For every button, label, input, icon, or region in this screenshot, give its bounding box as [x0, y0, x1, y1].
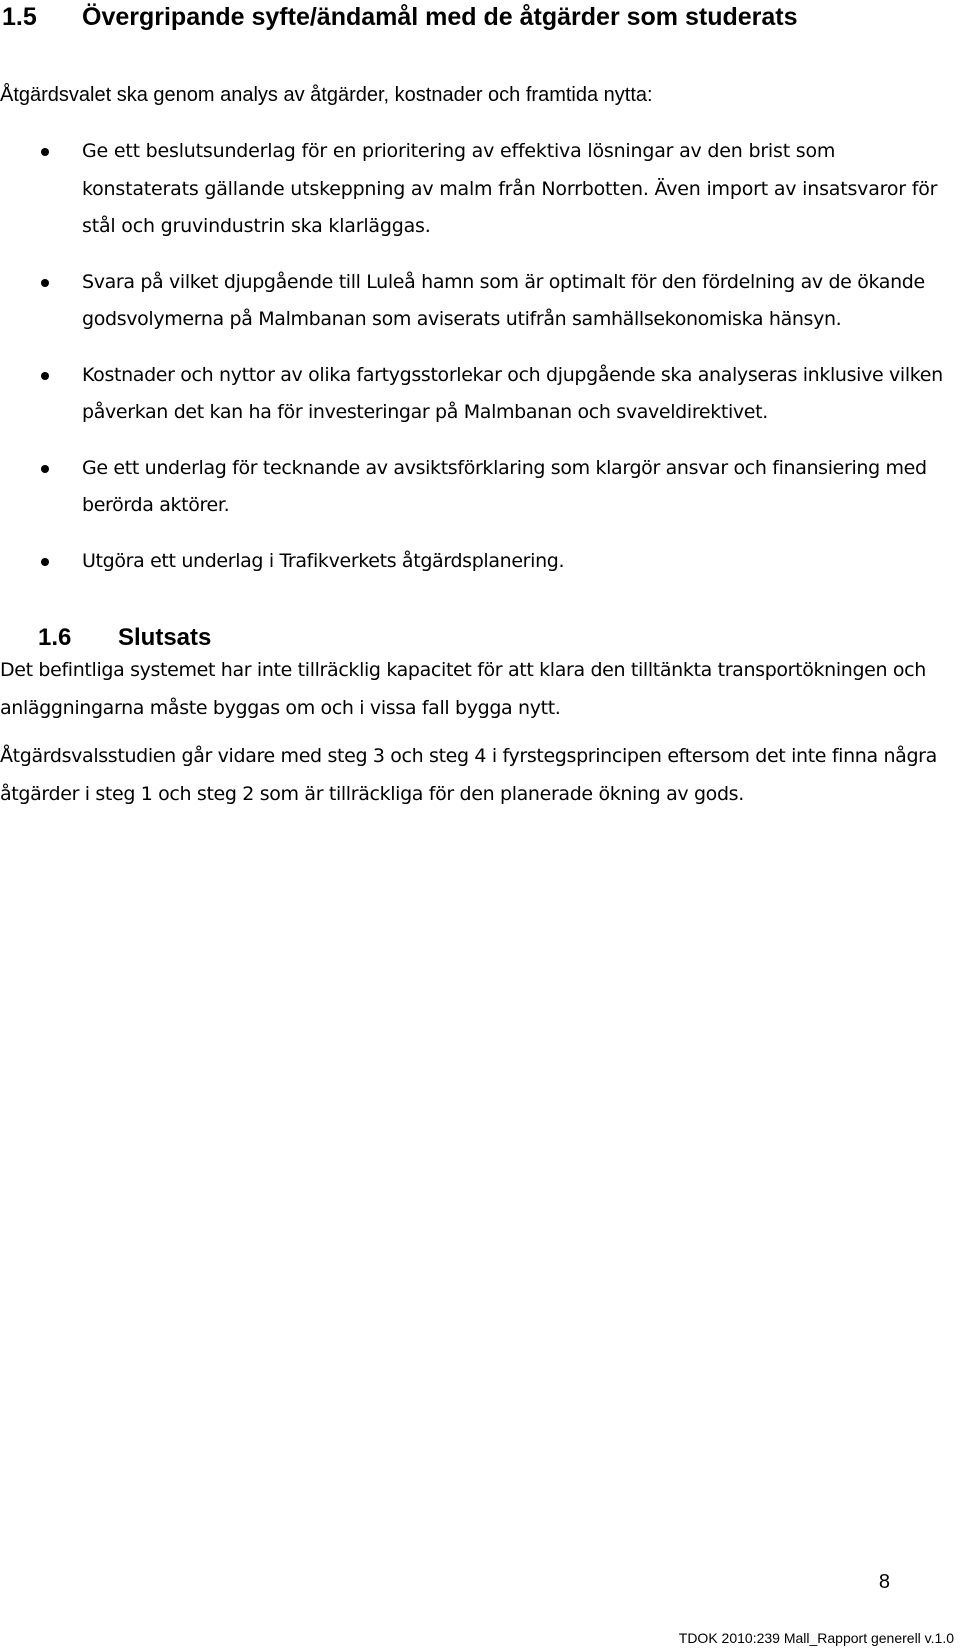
bullet-icon — [41, 465, 49, 473]
list-item — [0, 543, 960, 581]
list-item — [0, 450, 960, 525]
list-item-text: Kostnader och nyttor av olika fartygsstorlekar och djupgående ska analyseras inklusive vilken påverkan det kan ha för investeringar på Malmbanan och svaveldirektivet. — [82, 363, 943, 423]
page-number: 8 — [878, 1571, 890, 1593]
list-item-text: Svara på vilket djupgående till Luleå hamn som är optimalt för den fördelning av de ökande godsvolymerna på Malmbanan som aviserats utifrån samhällsekonomiska hänsyn. — [82, 270, 925, 330]
conclusion-body — [0, 652, 960, 824]
section-title: Övergripande syfte/ändamål med de åtgärder som studerats — [82, 3, 798, 31]
paragraph: Det befintliga systemet har inte tillräcklig kapacitet för att klara den tilltänkta transportökningen och anläggningarna måste byggas om och i vissa fall bygga nytt. — [0, 659, 926, 719]
section-number: 1.6 — [38, 624, 72, 651]
section-heading-1-5 — [2, 0, 798, 34]
list-item — [0, 357, 960, 432]
bullet-icon — [41, 372, 49, 380]
intro-paragraph: Åtgärdsvalet ska genom analys av åtgärder, kostnader och framtida nytta: — [0, 84, 653, 106]
list-item-text: Ge ett beslutsunderlag för en prioritering av effektiva lösningar av den brist som konstaterats gällande utskeppning av malm från Norrbotten. Även import av insatsvaror för stål och gruvindustrin ska klarläggas. — [82, 140, 938, 237]
list-item-text: Utgöra ett underlag i Trafikverkets åtgärdsplanering. — [82, 549, 565, 572]
bullet-icon — [41, 148, 49, 156]
list-item — [0, 264, 960, 339]
section-number: 1.5 — [2, 3, 37, 31]
bullet-icon — [41, 558, 49, 566]
section-heading-1-6 — [0, 622, 211, 654]
section-title: Slutsats — [118, 624, 212, 651]
bullet-icon — [41, 279, 49, 287]
list-item-text: Ge ett underlag för tecknande av avsiktsförklaring som klargör ansvar och finansiering med berörda aktörer. — [82, 456, 927, 516]
document-footer: TDOK 2010:239 Mall_Rapport generell v.1.0 — [678, 1630, 954, 1646]
paragraph: Åtgärdsvalsstudien går vidare med steg 3 och steg 4 i fyrstegsprincipen eftersom det inte finna några åtgärder i steg 1 och steg 2 som är tillräckliga för den planerade ökning av gods. — [0, 745, 937, 805]
objectives-list — [0, 133, 960, 598]
list-item — [0, 133, 960, 246]
